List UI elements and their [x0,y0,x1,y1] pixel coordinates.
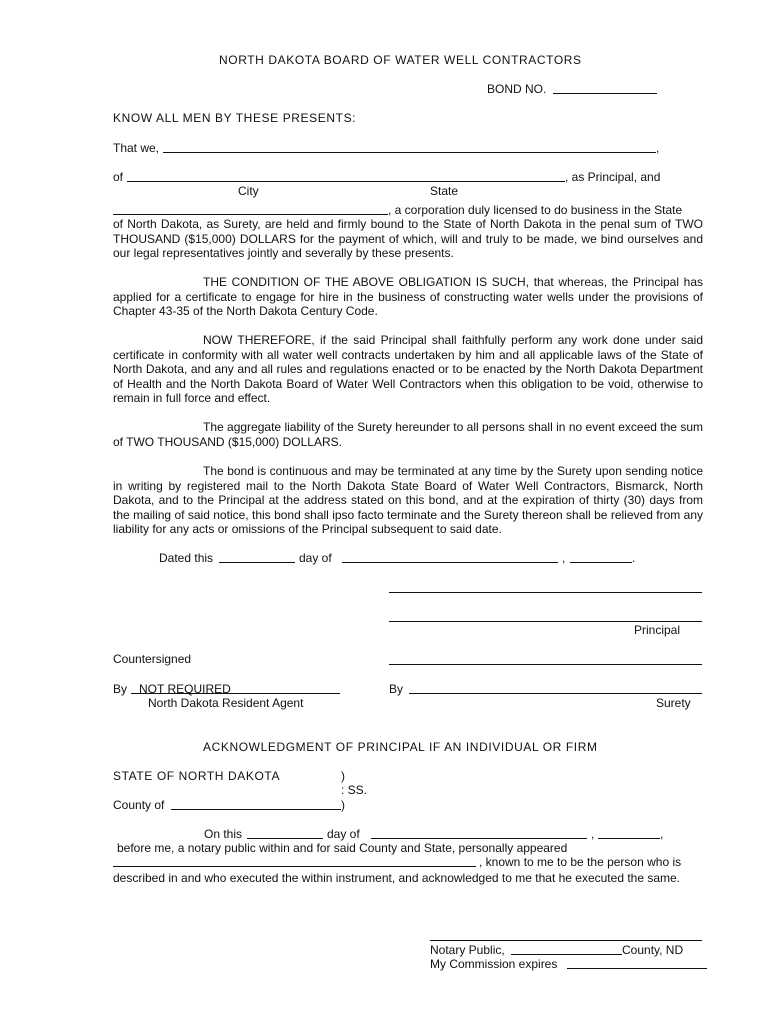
dated-month-field[interactable] [342,562,558,563]
ack-year-field[interactable] [598,838,660,839]
acknowledgment-title: ACKNOWLEDGMENT OF PRINCIPAL IF AN INDIVIDUAL OR FIRM [203,740,598,754]
dated-this-label: Dated this [159,551,214,565]
notary-public-label: Notary Public, [430,943,505,957]
commission-expires-label: My Commission expires [430,957,558,971]
countersign-by-label: By [113,682,128,696]
notary-county-field[interactable] [511,954,622,955]
dated-comma: , [562,551,566,565]
venue-paren-2: ) [341,798,345,812]
notary-signature-line[interactable] [430,940,702,941]
principal-signature-line-2[interactable] [389,621,702,622]
on-this-label: On this [204,827,243,841]
surety-label: Surety [656,696,691,710]
that-we-comma: , [656,141,660,155]
ack-day-of-label: day of [327,827,360,841]
continuous-bond-paragraph: The bond is continuous and may be terminated at any time by the Surety upon sending notice in writing by registered mail to the North Dakota State Board of Water Well Contractors, Bismarck, North Dakota, and to the Principal at the address stated on this bond, and at the expiration of thirty (30) days from the mailing of said notice, this bond shall ipso facto terminate and the Surety thereon shall be relieved from any liability for any acts or omissions of the Principal subsequent to said date. [113,464,703,537]
appeared-person-field[interactable] [113,866,476,867]
county-nd-label: County, ND [622,943,684,957]
described-text: described in and who executed the within instrument, and acknowledged to me that he executed the same. [113,871,681,885]
known-to-me-text: , known to me to be the person who is [479,855,682,869]
county-of-label: County of [113,798,165,812]
principal-address-field[interactable] [127,181,565,182]
city-label: City [238,184,259,198]
dated-period: . [632,551,636,565]
dated-day-of-label: day of [299,551,332,565]
principal-signature-line-1[interactable] [389,592,702,593]
know-all-men-heading: KNOW ALL MEN BY THESE PRESENTS: [113,111,357,125]
ack-month-field[interactable] [371,838,587,839]
not-required-text: NOT REQUIRED [139,682,231,696]
surety-by-signature-line[interactable] [409,693,702,694]
principal-name-field[interactable] [163,152,656,153]
state-label: State [430,184,459,198]
county-field[interactable] [171,809,341,810]
surety-line-tail: , a corporation duly licensed to do business in the State [388,203,683,217]
countersigned-label: Countersigned [113,652,192,666]
state-of-label: STATE OF NORTH DAKOTA [113,769,281,783]
of-label: of [113,170,124,184]
commission-expires-field[interactable] [567,968,707,969]
surety-signature-line[interactable] [389,664,702,665]
that-we-label: That we, [113,141,160,155]
ack-comma: , [591,827,595,841]
ack-day-field[interactable] [247,838,323,839]
dated-day-field[interactable] [219,562,295,563]
ack-comma-2: , [660,827,664,841]
aggregate-liability-paragraph: The aggregate liability of the Surety hereunder to all persons shall in no event exceed the sum of TWO THOUSAND ($15,000) DOLLARS. [113,420,703,449]
surety-by-label: By [389,682,404,696]
as-principal-label: , as Principal, and [565,170,661,184]
bond-no-label: BOND NO. [487,82,547,96]
surety-paragraph: of North Dakota, as Surety, are held and firmly bound to the State of North Dakota in the penal sum of TWO THOUSAND ($15,000) DOLLARS for the payment of which, will and truly to be made, we bind ourselves and our legal representatives jointly and severally by these presents. [113,217,703,261]
bond-no-field[interactable] [553,93,657,94]
ss-label: : SS. [341,783,368,797]
condition-paragraph: THE CONDITION OF THE ABOVE OBLIGATION IS SUCH, that whereas, the Principal has applied for a certificate to engage for hire in the business of constructing water wells under the provisions of Chapter 43-35 of the North Dakota Century Code. [113,275,703,319]
document-title: NORTH DAKOTA BOARD OF WATER WELL CONTRACTORS [219,53,582,67]
principal-label: Principal [634,623,681,637]
venue-paren-1: ) [341,769,345,783]
before-me-text: before me, a notary public within and for said County and State, personally appeared [117,841,568,855]
now-therefore-paragraph: NOW THEREFORE, if the said Principal shall faithfully perform any work done under said certificate in conformity with all water well contracts undertaken by him and all applicable laws of the State of North Dakota, and any and all rules and regulations enacted or to be enacted by the North Dakota Department of Health and the North Dakota Board of Water Well Contractors when this obligation to be void, otherwise to remain in full force and effect. [113,333,703,406]
dated-year-field[interactable] [570,562,632,563]
resident-agent-label: North Dakota Resident Agent [148,696,304,710]
surety-name-field[interactable] [113,214,388,215]
